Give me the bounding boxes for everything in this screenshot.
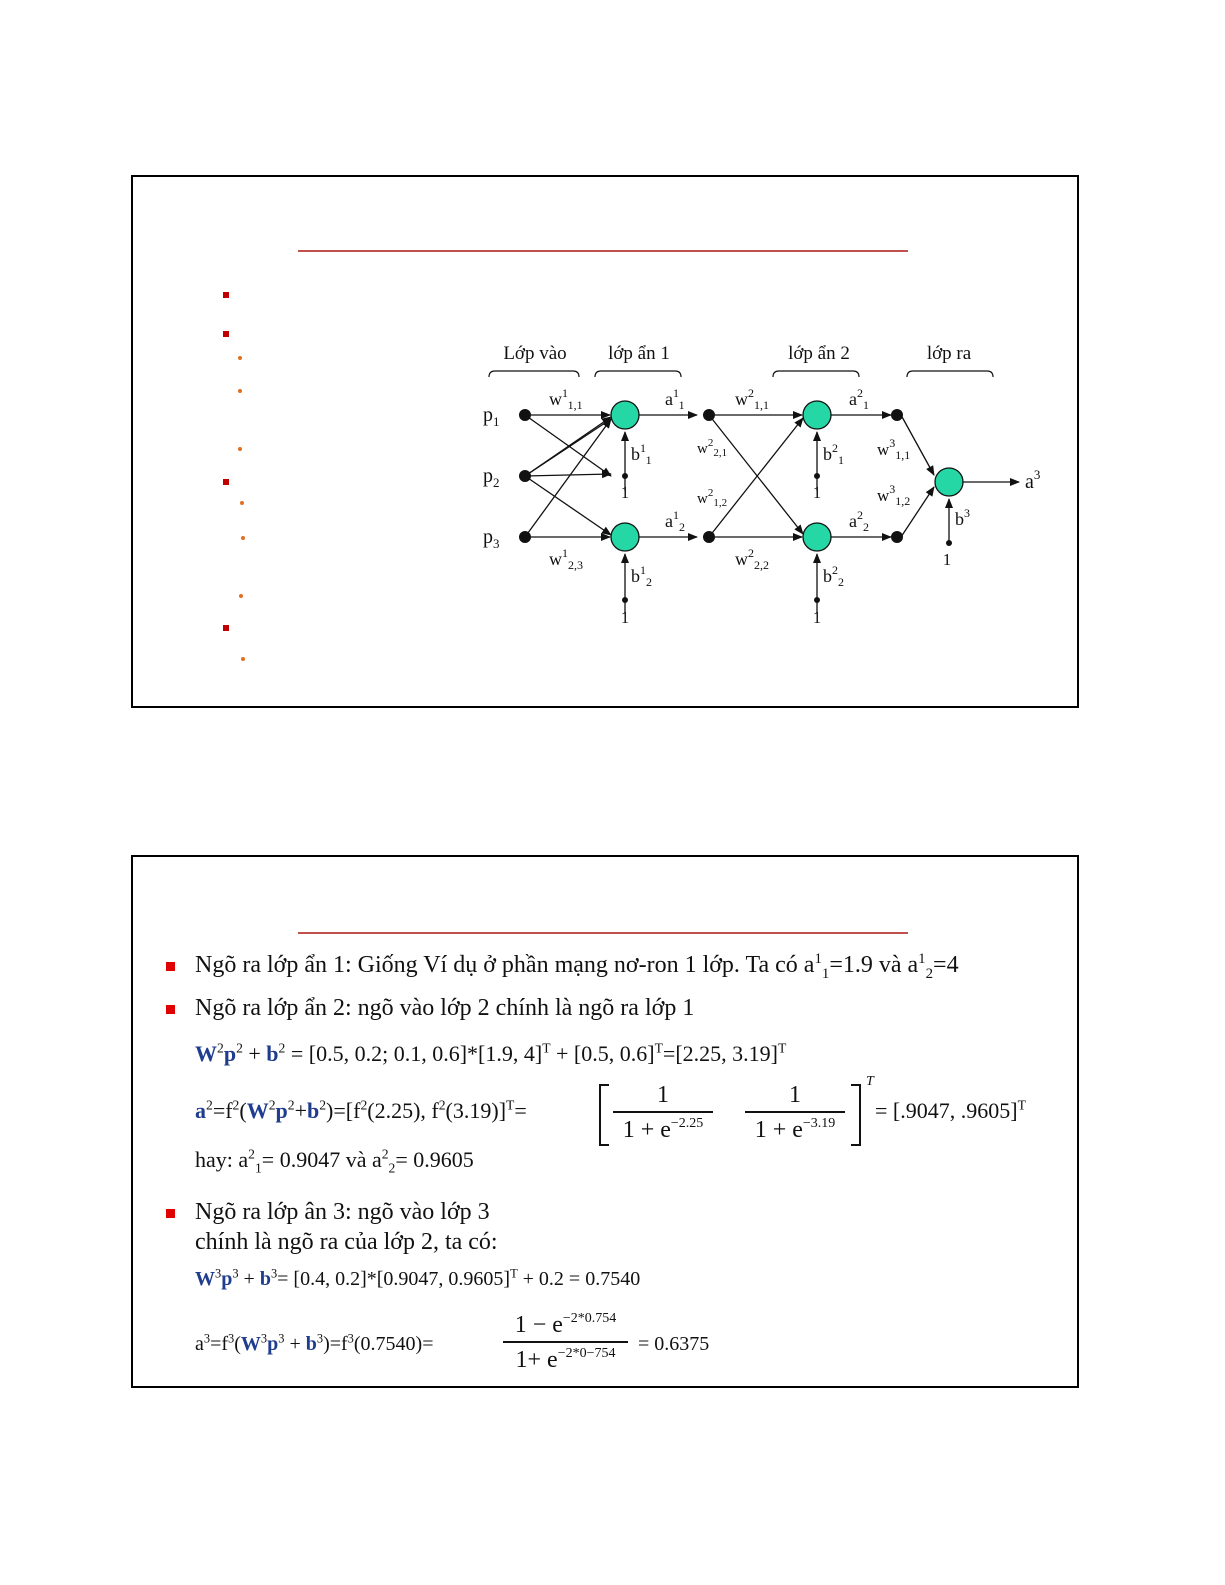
bullet <box>223 292 229 298</box>
label-a1-1: $a^1_1$ <box>665 386 685 412</box>
bullet <box>166 1209 175 1218</box>
bias-one-label: 1 <box>620 608 630 627</box>
matrix-bracket-left <box>599 1084 609 1146</box>
sub-bullet <box>240 501 244 505</box>
neuron-hidden2-2 <box>803 523 831 551</box>
label-p3: $p_3$ <box>483 526 500 551</box>
neural-network-diagram <box>469 335 1059 635</box>
node-a2-2 <box>891 531 903 543</box>
bullet-layer3-line1: Ngõ ra lớp ân 3: ngõ vào lớp 3 <box>195 1199 490 1225</box>
label-w1-11: $w^1_{1,1}$ <box>549 386 583 412</box>
bullet-hidden2-output: Ngõ ra lớp ẩn 2: ngõ vào lớp 2 chính là ngõ ra lớp 1 <box>195 995 695 1021</box>
input-node-p2 <box>519 470 531 482</box>
bullet <box>223 625 229 631</box>
label-output-layer: lớp ra <box>926 343 972 364</box>
equation-w3p3-b3: $W^3p^3 + b^3= [0.4$, 0.2]*[0.9047, 0.9605]$^T$ + 0.2 = 0.7540 <box>195 1266 641 1290</box>
slide-2 <box>131 855 1079 1388</box>
bullet <box>223 479 229 485</box>
label-w3-11: $w^3_{1,1}$ <box>877 436 911 462</box>
bullet <box>166 962 175 971</box>
bias-one-label: 1 <box>812 608 822 627</box>
label-b2-2: $b^2_2$ <box>823 563 844 589</box>
brace-hidden2 <box>773 371 859 377</box>
label-input-layer: Lớp vào <box>503 343 567 364</box>
label-a2-2: $a^2_2$ <box>849 508 869 534</box>
sub-bullet <box>241 536 245 540</box>
bias-input-dot <box>622 473 628 479</box>
label-w1-23: $w^1_{2,3}$ <box>549 546 583 572</box>
label-w2-11: $w^2_{1,1}$ <box>735 386 769 412</box>
title-underline <box>298 250 908 252</box>
label-b2-1: $b^2_1$ <box>823 441 844 467</box>
sub-bullet <box>241 657 245 661</box>
brace-output <box>907 371 993 377</box>
label-w2-12: $w^2_{1,2}$ <box>697 487 728 509</box>
node-a1-1 <box>703 409 715 421</box>
label-w2-21: $w^2_{2,1}$ <box>697 437 728 459</box>
equation-a3: $a^3=f^3(W^3p^3 + b^3)=f^3(0.7540)=$ <box>195 1331 434 1355</box>
sub-bullet <box>238 356 242 360</box>
bias-one-label: 1 <box>942 550 952 569</box>
bias-input-dot <box>946 540 952 546</box>
label-hidden-layer-2: lớp ẩn 2 <box>788 343 850 364</box>
transpose-sup: T <box>866 1074 874 1089</box>
fraction-sigmoid-3-19: 1 $1 + e^{-3.19}$ <box>745 1083 845 1142</box>
label-p1: $p_1$ <box>483 404 500 429</box>
equation-a3-result: = 0.6375 <box>638 1333 710 1355</box>
label-w3-12: $w^3_{1,2}$ <box>877 482 911 508</box>
label-a2-1: $a^2_1$ <box>849 386 869 412</box>
brace-hidden1 <box>595 371 681 377</box>
matrix-bracket-right <box>851 1084 861 1146</box>
bullet <box>223 331 229 337</box>
slide-1 <box>131 175 1079 708</box>
bias-one-label: 1 <box>620 483 630 502</box>
label-p2: $p_2$ <box>483 465 500 490</box>
neuron-output <box>935 468 963 496</box>
fraction-tanh-0-754: $1 - e^{-2*0.754}$ $1+ e^{-2*0-754}$ <box>503 1312 628 1372</box>
input-node-p3 <box>519 531 531 543</box>
bias-input-dot <box>622 597 628 603</box>
bullet-layer3-line2: chính là ngõ ra của lớp 2, ta có: <box>195 1229 498 1255</box>
brace-input <box>489 371 579 377</box>
fraction-sigmoid-2-25: 1 $1 + e^{-2.25}$ <box>613 1083 713 1142</box>
equation-a2: $a^2=f^2(W^2p^2+b^2)=[f^2(2.25)$, $f^2(3.19)]^T=$ <box>195 1097 527 1123</box>
bullet-hidden1-output: Ngõ ra lớp ẩn 1: Giống Ví dụ ở phần mạng nơ-ron 1 lớp. Ta có $a^1_1=1.9$ và $a^1_2=4$ <box>195 951 959 982</box>
sub-bullet <box>238 447 242 451</box>
node-a2-1 <box>891 409 903 421</box>
label-b1-1: $b^1_1$ <box>631 441 652 467</box>
label-a3: $a^3$ <box>1025 467 1041 493</box>
neuron-hidden1-2 <box>611 523 639 551</box>
sub-bullet <box>239 594 243 598</box>
equation-a2-result: = [.9047, .9605]$^T$ <box>875 1097 1026 1123</box>
node-a1-2 <box>703 531 715 543</box>
label-w2-22: $w^2_{2,2}$ <box>735 546 769 572</box>
label-a1-2: $a^1_2$ <box>665 508 685 534</box>
equation-a2-values: hay: $a^2_1= 0.9047$ và $a^2_2= 0.9605$ <box>195 1146 474 1176</box>
input-node-p1 <box>519 409 531 421</box>
bias-input-dot <box>814 597 820 603</box>
title-underline <box>298 932 908 934</box>
label-b3: $b^3$ <box>955 506 970 529</box>
bias-one-label: 1 <box>812 483 822 502</box>
equation-w2p2-b2: $W^2p^2 + b^2 = [0.5$, 0.2; 0.1, 0.6]*[1.9, 4]$^T$ + [0.5, 0.6]$^T$=[2.25, 3.19]$^T$ <box>195 1040 787 1066</box>
bias-input-dot <box>814 473 820 479</box>
bullet <box>166 1005 175 1014</box>
neuron-hidden2-1 <box>803 401 831 429</box>
label-hidden-layer-1: lớp ẩn 1 <box>608 343 670 364</box>
neuron-hidden1-1 <box>611 401 639 429</box>
sub-bullet <box>238 389 242 393</box>
label-b1-2: $b^1_2$ <box>631 563 652 589</box>
